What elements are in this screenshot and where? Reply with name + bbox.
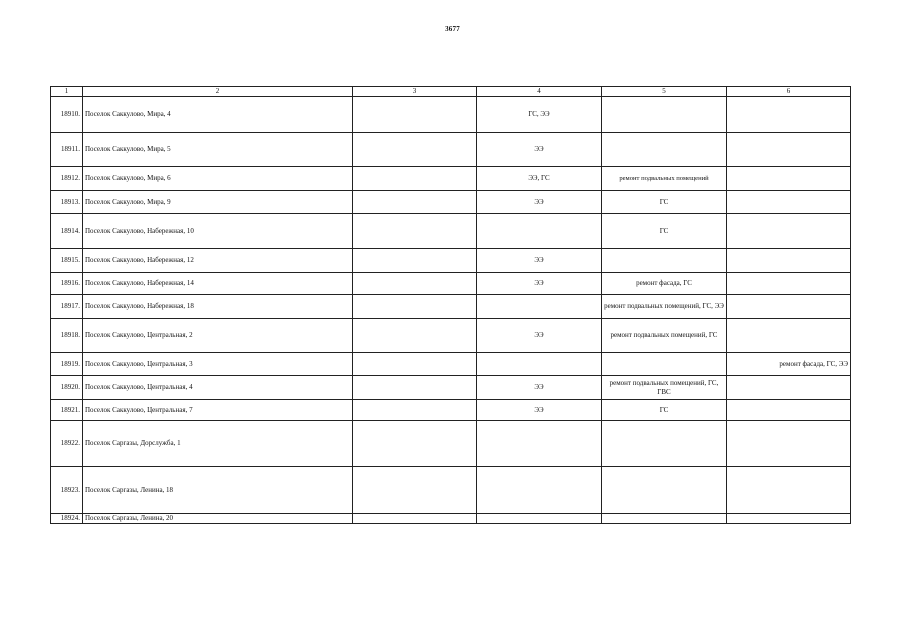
row-col4: ЭЭ, ГС	[477, 167, 602, 191]
row-number: 18923.	[51, 467, 83, 514]
page-number: 3677	[445, 25, 460, 33]
row-number: 18922.	[51, 421, 83, 467]
row-number: 18917.	[51, 295, 83, 319]
row-col4	[477, 421, 602, 467]
column-header-1: 1	[51, 87, 83, 97]
row-number: 18910.	[51, 97, 83, 133]
row-number: 18916.	[51, 273, 83, 295]
row-number: 18921.	[51, 400, 83, 421]
row-address: Поселок Саккулово, Набережная, 18	[83, 295, 353, 319]
table-row	[51, 421, 851, 467]
column-header-5: 5	[602, 87, 727, 97]
table-row	[51, 191, 851, 214]
table-row	[51, 273, 851, 295]
table-row	[51, 400, 851, 421]
table-row	[51, 167, 851, 191]
row-address: Поселок Саккулово, Мира, 4	[83, 97, 353, 133]
table-row	[51, 133, 851, 167]
row-col4: ЭЭ	[477, 273, 602, 295]
row-col5: ремонт фасада, ГС	[602, 273, 727, 295]
row-col6	[727, 319, 851, 353]
row-number: 18920.	[51, 376, 83, 400]
row-number: 18918.	[51, 319, 83, 353]
table-row	[51, 249, 851, 273]
row-col3	[353, 249, 477, 273]
row-col6	[727, 214, 851, 249]
row-col5: ГС	[602, 191, 727, 214]
row-address: Поселок Саргазы, Дорслужба, 1	[83, 421, 353, 467]
table-row	[51, 514, 851, 524]
row-col6	[727, 400, 851, 421]
row-col4	[477, 514, 602, 524]
row-col6	[727, 467, 851, 514]
row-col6	[727, 167, 851, 191]
row-col3	[353, 191, 477, 214]
row-col4	[477, 295, 602, 319]
column-header-6: 6	[727, 87, 851, 97]
table-row	[51, 319, 851, 353]
row-address: Поселок Саккулово, Набережная, 14	[83, 273, 353, 295]
row-col3	[353, 467, 477, 514]
row-col6: ремонт фасада, ГС, ЭЭ	[727, 353, 851, 376]
row-address: Поселок Саккулово, Центральная, 4	[83, 376, 353, 400]
table-row	[51, 353, 851, 376]
row-col5	[602, 421, 727, 467]
row-col6	[727, 376, 851, 400]
row-col3	[353, 319, 477, 353]
table-row	[51, 376, 851, 400]
row-col6	[727, 273, 851, 295]
row-col4: ГС, ЭЭ	[477, 97, 602, 133]
row-col6	[727, 514, 851, 524]
row-col3	[353, 514, 477, 524]
row-address: Поселок Саккулово, Центральная, 7	[83, 400, 353, 421]
row-col6	[727, 191, 851, 214]
row-col3	[353, 400, 477, 421]
row-address: Поселок Саккулово, Набережная, 10	[83, 214, 353, 249]
row-col4	[477, 214, 602, 249]
row-col5: ГС	[602, 400, 727, 421]
row-col6	[727, 97, 851, 133]
table-row	[51, 467, 851, 514]
row-col5: ремонт подвальных помещений, ГС	[602, 319, 727, 353]
row-col3	[353, 167, 477, 191]
column-header-3: 3	[353, 87, 477, 97]
column-header-4: 4	[477, 87, 602, 97]
table-row	[51, 214, 851, 249]
row-col4: ЭЭ	[477, 191, 602, 214]
row-col3	[353, 421, 477, 467]
row-col3	[353, 353, 477, 376]
row-col4: ЭЭ	[477, 376, 602, 400]
row-col6	[727, 295, 851, 319]
row-col5	[602, 514, 727, 524]
row-col6	[727, 421, 851, 467]
row-col6	[727, 133, 851, 167]
row-col5: ГС	[602, 214, 727, 249]
row-address: Поселок Саккулово, Центральная, 2	[83, 319, 353, 353]
row-col4: ЭЭ	[477, 249, 602, 273]
row-col4	[477, 353, 602, 376]
row-col4	[477, 467, 602, 514]
row-number: 18924.	[51, 514, 83, 524]
row-address: Поселок Саргазы, Ленина, 18	[83, 467, 353, 514]
row-number: 18919.	[51, 353, 83, 376]
row-col3	[353, 273, 477, 295]
row-address: Поселок Саккулово, Мира, 6	[83, 167, 353, 191]
row-number: 18911.	[51, 133, 83, 167]
row-col4: ЭЭ	[477, 133, 602, 167]
row-col3	[353, 376, 477, 400]
row-address: Поселок Саккулово, Набережная, 12	[83, 249, 353, 273]
row-col5	[602, 133, 727, 167]
table-row	[51, 295, 851, 319]
row-number: 18913.	[51, 191, 83, 214]
row-col6	[727, 249, 851, 273]
row-col5: ремонт подвальных помещений, ГС, ЭЭ	[602, 295, 727, 319]
table-header-row	[51, 87, 851, 97]
row-number: 18915.	[51, 249, 83, 273]
row-col5: ремонт подвальных помещений, ГС, ГВС	[602, 376, 727, 400]
column-header-2: 2	[83, 87, 353, 97]
row-col4: ЭЭ	[477, 319, 602, 353]
row-col5	[602, 353, 727, 376]
row-col5	[602, 249, 727, 273]
table-row	[51, 97, 851, 133]
row-col5	[602, 467, 727, 514]
row-col3	[353, 295, 477, 319]
row-address: Поселок Саккулово, Мира, 9	[83, 191, 353, 214]
row-col5	[602, 97, 727, 133]
row-number: 18914.	[51, 214, 83, 249]
building-registry-table	[50, 86, 851, 524]
row-address: Поселок Саккулово, Центральная, 3	[83, 353, 353, 376]
row-col3	[353, 97, 477, 133]
row-number: 18912.	[51, 167, 83, 191]
row-col4: ЭЭ	[477, 400, 602, 421]
row-address: Поселок Саргазы, Ленина, 20	[83, 514, 353, 524]
row-address: Поселок Саккулово, Мира, 5	[83, 133, 353, 167]
row-col5: ремонт подвальных помещений	[602, 167, 727, 191]
row-col3	[353, 214, 477, 249]
row-col3	[353, 133, 477, 167]
